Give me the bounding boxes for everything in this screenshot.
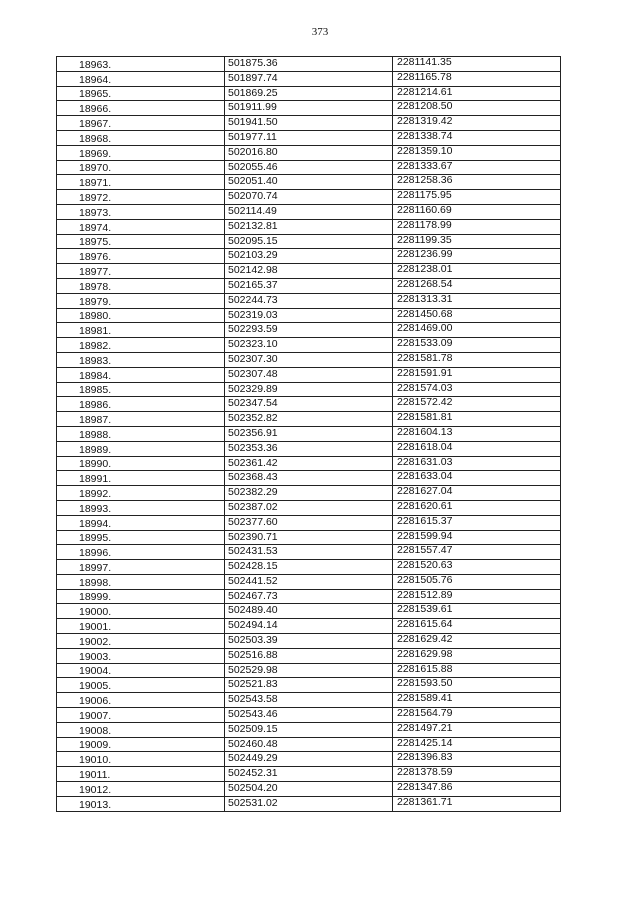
x-coordinate-cell: 502543.46 (225, 708, 393, 723)
y-coordinate-cell: 2281591.91 (393, 367, 561, 382)
point-number-cell: 19003. (57, 648, 225, 663)
x-coordinate-cell: 502114.49 (225, 204, 393, 219)
y-coordinate-cell: 2281238.01 (393, 264, 561, 279)
x-coordinate-cell: 502489.40 (225, 604, 393, 619)
y-coordinate-cell: 2281497.21 (393, 722, 561, 737)
point-number-cell: 18988. (57, 426, 225, 441)
table-row (57, 101, 561, 116)
point-number-cell: 18992. (57, 486, 225, 501)
table-row (57, 367, 561, 382)
x-coordinate-cell: 501897.74 (225, 71, 393, 86)
point-number-cell: 18974. (57, 219, 225, 234)
point-number-cell: 18969. (57, 145, 225, 160)
point-number-cell: 18990. (57, 456, 225, 471)
x-coordinate-cell: 502521.83 (225, 678, 393, 693)
x-coordinate-cell: 502329.89 (225, 382, 393, 397)
point-number-cell: 18983. (57, 352, 225, 367)
y-coordinate-cell: 2281629.98 (393, 648, 561, 663)
x-coordinate-cell: 502504.20 (225, 782, 393, 797)
point-number-cell: 18979. (57, 293, 225, 308)
point-number-cell: 18997. (57, 560, 225, 575)
y-coordinate-cell: 2281505.76 (393, 574, 561, 589)
y-coordinate-cell: 2281178.99 (393, 219, 561, 234)
y-coordinate-cell: 2281425.14 (393, 737, 561, 752)
point-number-cell: 19009. (57, 737, 225, 752)
table-row (57, 456, 561, 471)
point-number-cell: 18971. (57, 175, 225, 190)
x-coordinate-cell: 502428.15 (225, 560, 393, 575)
x-coordinate-cell: 502132.81 (225, 219, 393, 234)
point-number-cell: 18998. (57, 574, 225, 589)
point-number-cell: 18987. (57, 412, 225, 427)
x-coordinate-cell: 502051.40 (225, 175, 393, 190)
x-coordinate-cell: 502431.53 (225, 545, 393, 560)
x-coordinate-cell: 501869.25 (225, 86, 393, 101)
x-coordinate-cell: 502494.14 (225, 619, 393, 634)
table-row (57, 752, 561, 767)
x-coordinate-cell: 502452.31 (225, 767, 393, 782)
coordinates-table-body (57, 57, 561, 812)
x-coordinate-cell: 502509.15 (225, 722, 393, 737)
x-coordinate-cell: 502543.58 (225, 693, 393, 708)
point-number-cell: 18982. (57, 338, 225, 353)
table-row (57, 693, 561, 708)
x-coordinate-cell: 502307.30 (225, 352, 393, 367)
table-row (57, 663, 561, 678)
y-coordinate-cell: 2281208.50 (393, 101, 561, 116)
y-coordinate-cell: 2281572.42 (393, 397, 561, 412)
point-number-cell: 18996. (57, 545, 225, 560)
point-number-cell: 18995. (57, 530, 225, 545)
point-number-cell: 18977. (57, 264, 225, 279)
y-coordinate-cell: 2281378.59 (393, 767, 561, 782)
x-coordinate-cell: 502531.02 (225, 796, 393, 811)
x-coordinate-cell: 502016.80 (225, 145, 393, 160)
y-coordinate-cell: 2281581.78 (393, 352, 561, 367)
table-row (57, 308, 561, 323)
page-number: 373 (311, 26, 329, 38)
y-coordinate-cell: 2281629.42 (393, 634, 561, 649)
table-row (57, 116, 561, 131)
table-row (57, 796, 561, 811)
table-row (57, 722, 561, 737)
point-number-cell: 19006. (57, 693, 225, 708)
table-row (57, 338, 561, 353)
x-coordinate-cell: 502142.98 (225, 264, 393, 279)
table-row (57, 57, 561, 72)
x-coordinate-cell: 502503.39 (225, 634, 393, 649)
x-coordinate-cell: 502103.29 (225, 249, 393, 264)
point-number-cell: 18972. (57, 190, 225, 205)
table-row (57, 234, 561, 249)
y-coordinate-cell: 2281631.03 (393, 456, 561, 471)
table-row (57, 619, 561, 634)
y-coordinate-cell: 2281589.41 (393, 693, 561, 708)
table-row (57, 708, 561, 723)
y-coordinate-cell: 2281175.95 (393, 190, 561, 205)
y-coordinate-cell: 2281347.86 (393, 782, 561, 797)
y-coordinate-cell: 2281557.47 (393, 545, 561, 560)
y-coordinate-cell: 2281539.61 (393, 604, 561, 619)
point-number-cell: 18993. (57, 500, 225, 515)
point-number-cell: 18968. (57, 130, 225, 145)
table-row (57, 515, 561, 530)
x-coordinate-cell: 502390.71 (225, 530, 393, 545)
point-number-cell: 18965. (57, 86, 225, 101)
table-row (57, 130, 561, 145)
y-coordinate-cell: 2281236.99 (393, 249, 561, 264)
y-coordinate-cell: 2281160.69 (393, 204, 561, 219)
y-coordinate-cell: 2281333.67 (393, 160, 561, 175)
y-coordinate-cell: 2281268.54 (393, 278, 561, 293)
y-coordinate-cell: 2281615.37 (393, 515, 561, 530)
point-number-cell: 18999. (57, 589, 225, 604)
y-coordinate-cell: 2281450.68 (393, 308, 561, 323)
point-number-cell: 18973. (57, 204, 225, 219)
y-coordinate-cell: 2281633.04 (393, 471, 561, 486)
x-coordinate-cell: 501977.11 (225, 130, 393, 145)
point-number-cell: 18970. (57, 160, 225, 175)
y-coordinate-cell: 2281141.35 (393, 57, 561, 72)
table-row (57, 678, 561, 693)
point-number-cell: 19004. (57, 663, 225, 678)
y-coordinate-cell: 2281165.78 (393, 71, 561, 86)
x-coordinate-cell: 502323.10 (225, 338, 393, 353)
table-row (57, 204, 561, 219)
table-row (57, 323, 561, 338)
x-coordinate-cell: 502347.54 (225, 397, 393, 412)
table-row (57, 412, 561, 427)
table-row (57, 190, 561, 205)
x-coordinate-cell: 502441.52 (225, 574, 393, 589)
table-row (57, 530, 561, 545)
table-row (57, 500, 561, 515)
point-number-cell: 18989. (57, 441, 225, 456)
x-coordinate-cell: 502449.29 (225, 752, 393, 767)
x-coordinate-cell: 502368.43 (225, 471, 393, 486)
table-row (57, 782, 561, 797)
point-number-cell: 18991. (57, 471, 225, 486)
table-row (57, 160, 561, 175)
table-row (57, 648, 561, 663)
point-number-cell: 19011. (57, 767, 225, 782)
table-row (57, 560, 561, 575)
y-coordinate-cell: 2281593.50 (393, 678, 561, 693)
y-coordinate-cell: 2281615.64 (393, 619, 561, 634)
point-number-cell: 18985. (57, 382, 225, 397)
x-coordinate-cell: 502055.46 (225, 160, 393, 175)
x-coordinate-cell: 502529.98 (225, 663, 393, 678)
y-coordinate-cell: 2281396.83 (393, 752, 561, 767)
table-row (57, 264, 561, 279)
x-coordinate-cell: 502352.82 (225, 412, 393, 427)
y-coordinate-cell: 2281599.94 (393, 530, 561, 545)
point-number-cell: 18981. (57, 323, 225, 338)
x-coordinate-cell: 502095.15 (225, 234, 393, 249)
y-coordinate-cell: 2281520.63 (393, 560, 561, 575)
point-number-cell: 19005. (57, 678, 225, 693)
point-number-cell: 18980. (57, 308, 225, 323)
y-coordinate-cell: 2281618.04 (393, 441, 561, 456)
coordinates-table (56, 56, 561, 812)
y-coordinate-cell: 2281564.79 (393, 708, 561, 723)
x-coordinate-cell: 501875.36 (225, 57, 393, 72)
y-coordinate-cell: 2281615.88 (393, 663, 561, 678)
y-coordinate-cell: 2281319.42 (393, 116, 561, 131)
table-row (57, 249, 561, 264)
x-coordinate-cell: 502165.37 (225, 278, 393, 293)
table-row (57, 589, 561, 604)
x-coordinate-cell: 502356.91 (225, 426, 393, 441)
y-coordinate-cell: 2281214.61 (393, 86, 561, 101)
x-coordinate-cell: 502361.42 (225, 456, 393, 471)
point-number-cell: 18994. (57, 515, 225, 530)
y-coordinate-cell: 2281512.89 (393, 589, 561, 604)
y-coordinate-cell: 2281581.81 (393, 412, 561, 427)
table-row (57, 145, 561, 160)
table-row (57, 471, 561, 486)
point-number-cell: 18986. (57, 397, 225, 412)
table-row (57, 86, 561, 101)
table-row (57, 382, 561, 397)
table-row (57, 545, 561, 560)
point-number-cell: 19010. (57, 752, 225, 767)
y-coordinate-cell: 2281574.03 (393, 382, 561, 397)
x-coordinate-cell: 502467.73 (225, 589, 393, 604)
table-row (57, 219, 561, 234)
table-row (57, 486, 561, 501)
point-number-cell: 18966. (57, 101, 225, 116)
table-row (57, 767, 561, 782)
x-coordinate-cell: 502460.48 (225, 737, 393, 752)
x-coordinate-cell: 502070.74 (225, 190, 393, 205)
table-row (57, 71, 561, 86)
point-number-cell: 19000. (57, 604, 225, 619)
table-row (57, 441, 561, 456)
x-coordinate-cell: 502377.60 (225, 515, 393, 530)
point-number-cell: 18976. (57, 249, 225, 264)
y-coordinate-cell: 2281604.13 (393, 426, 561, 441)
x-coordinate-cell: 502244.73 (225, 293, 393, 308)
y-coordinate-cell: 2281338.74 (393, 130, 561, 145)
table-row (57, 574, 561, 589)
table-row (57, 634, 561, 649)
table-row (57, 293, 561, 308)
y-coordinate-cell: 2281627.04 (393, 486, 561, 501)
x-coordinate-cell: 501941.50 (225, 116, 393, 131)
point-number-cell: 19008. (57, 722, 225, 737)
point-number-cell: 19012. (57, 782, 225, 797)
table-row (57, 604, 561, 619)
table-row (57, 278, 561, 293)
point-number-cell: 19013. (57, 796, 225, 811)
x-coordinate-cell: 502319.03 (225, 308, 393, 323)
x-coordinate-cell: 502382.29 (225, 486, 393, 501)
table-row (57, 352, 561, 367)
x-coordinate-cell: 502353.36 (225, 441, 393, 456)
y-coordinate-cell: 2281258.36 (393, 175, 561, 190)
point-number-cell: 18978. (57, 278, 225, 293)
y-coordinate-cell: 2281361.71 (393, 796, 561, 811)
point-number-cell: 18967. (57, 116, 225, 131)
y-coordinate-cell: 2281533.09 (393, 338, 561, 353)
y-coordinate-cell: 2281199.35 (393, 234, 561, 249)
table-row (57, 737, 561, 752)
point-number-cell: 18975. (57, 234, 225, 249)
x-coordinate-cell: 502293.59 (225, 323, 393, 338)
point-number-cell: 18964. (57, 71, 225, 86)
x-coordinate-cell: 502516.88 (225, 648, 393, 663)
y-coordinate-cell: 2281313.31 (393, 293, 561, 308)
table-row (57, 397, 561, 412)
point-number-cell: 19001. (57, 619, 225, 634)
y-coordinate-cell: 2281620.61 (393, 500, 561, 515)
x-coordinate-cell: 502387.02 (225, 500, 393, 515)
y-coordinate-cell: 2281469.00 (393, 323, 561, 338)
x-coordinate-cell: 501911.99 (225, 101, 393, 116)
point-number-cell: 19007. (57, 708, 225, 723)
point-number-cell: 19002. (57, 634, 225, 649)
point-number-cell: 18984. (57, 367, 225, 382)
y-coordinate-cell: 2281359.10 (393, 145, 561, 160)
point-number-cell: 18963. (57, 57, 225, 72)
table-row (57, 175, 561, 190)
table-row (57, 426, 561, 441)
x-coordinate-cell: 502307.48 (225, 367, 393, 382)
